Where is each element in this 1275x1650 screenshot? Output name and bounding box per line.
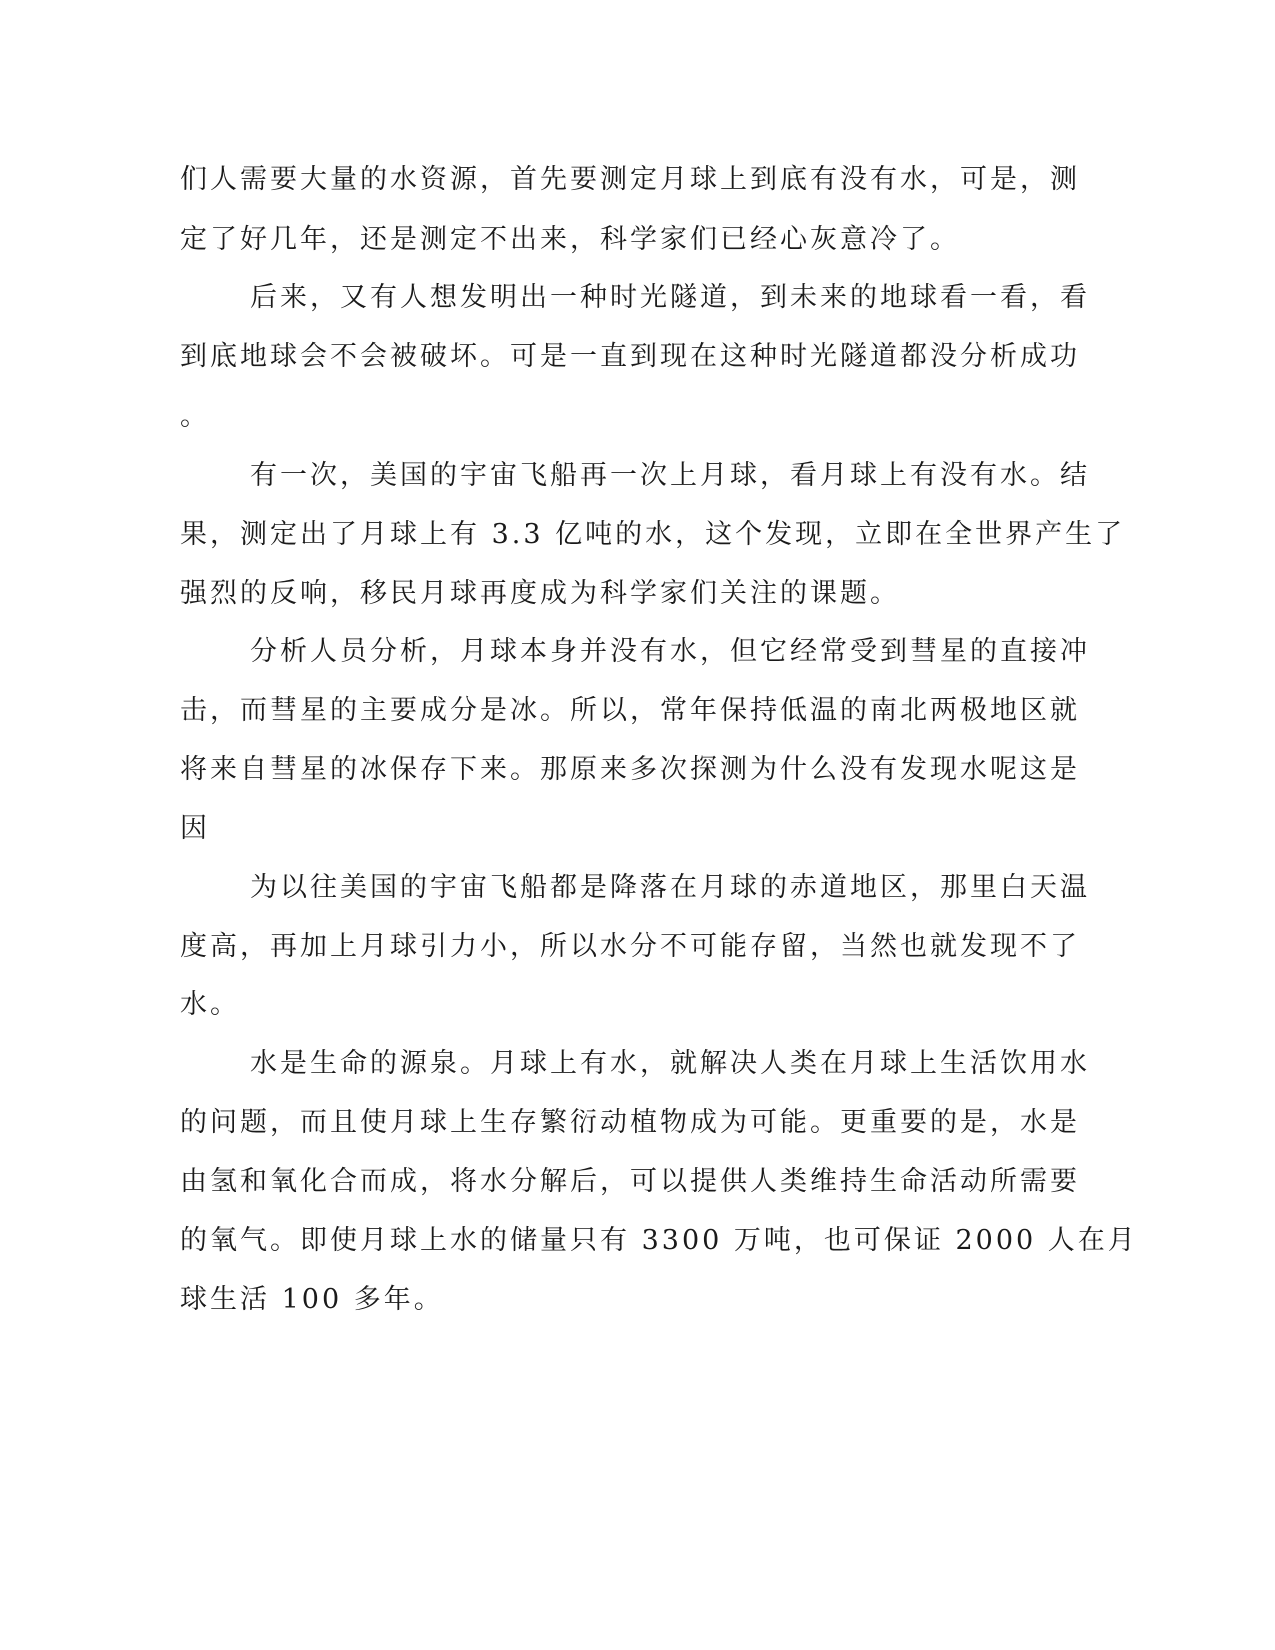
- text-line: 击，而彗星的主要成分是冰。所以，常年保持低温的南北两极地区就: [180, 695, 1080, 726]
- text-line: 定了好几年，还是测定不出来，科学家们已经心灰意冷了。: [180, 224, 960, 255]
- text-line: 将来自彗星的冰保存下来。那原来多次探测为什么没有发现水呢这是: [180, 754, 1080, 785]
- text-line: 到底地球会不会被破坏。可是一直到现在这种时光隧道都没分析成功: [180, 341, 1080, 372]
- text-line: 分析人员分析，月球本身并没有水，但它经常受到彗星的直接冲: [250, 636, 1090, 667]
- text-line: 的问题，而且使月球上生存繁衍动植物成为可能。更重要的是，水是: [180, 1107, 1080, 1138]
- text-line: 果，测定出了月球上有 3.3 亿吨的水，这个发现，立即在全世界产生了: [180, 519, 1126, 550]
- text-line: 。: [180, 401, 210, 432]
- text-line: 水是生命的源泉。月球上有水，就解决人类在月球上生活饮用水: [250, 1048, 1090, 1079]
- text-line: 度高，再加上月球引力小，所以水分不可能存留，当然也就发现不了: [180, 931, 1080, 962]
- text-line: 强烈的反响，移民月球再度成为科学家们关注的课题。: [180, 578, 900, 609]
- text-line: 水。: [180, 989, 240, 1020]
- text-line: 们人需要大量的水资源，首先要测定月球上到底有没有水，可是，测: [180, 164, 1080, 195]
- text-line: 为以往美国的宇宙飞船都是降落在月球的赤道地区，那里白天温: [250, 872, 1090, 903]
- text-line: 后来，又有人想发明出一种时光隧道，到未来的地球看一看，看: [250, 282, 1090, 313]
- text-line: 的氧气。即使月球上水的储量只有 3300 万吨，也可保证 2000 人在月: [180, 1225, 1138, 1256]
- text-line: 球生活 100 多年。: [180, 1284, 444, 1315]
- text-line: 因: [180, 813, 210, 844]
- text-line: 有一次，美国的宇宙飞船再一次上月球，看月球上有没有水。结: [250, 460, 1090, 491]
- text-line: 由氢和氧化合而成，将水分解后，可以提供人类维持生命活动所需要: [180, 1166, 1080, 1197]
